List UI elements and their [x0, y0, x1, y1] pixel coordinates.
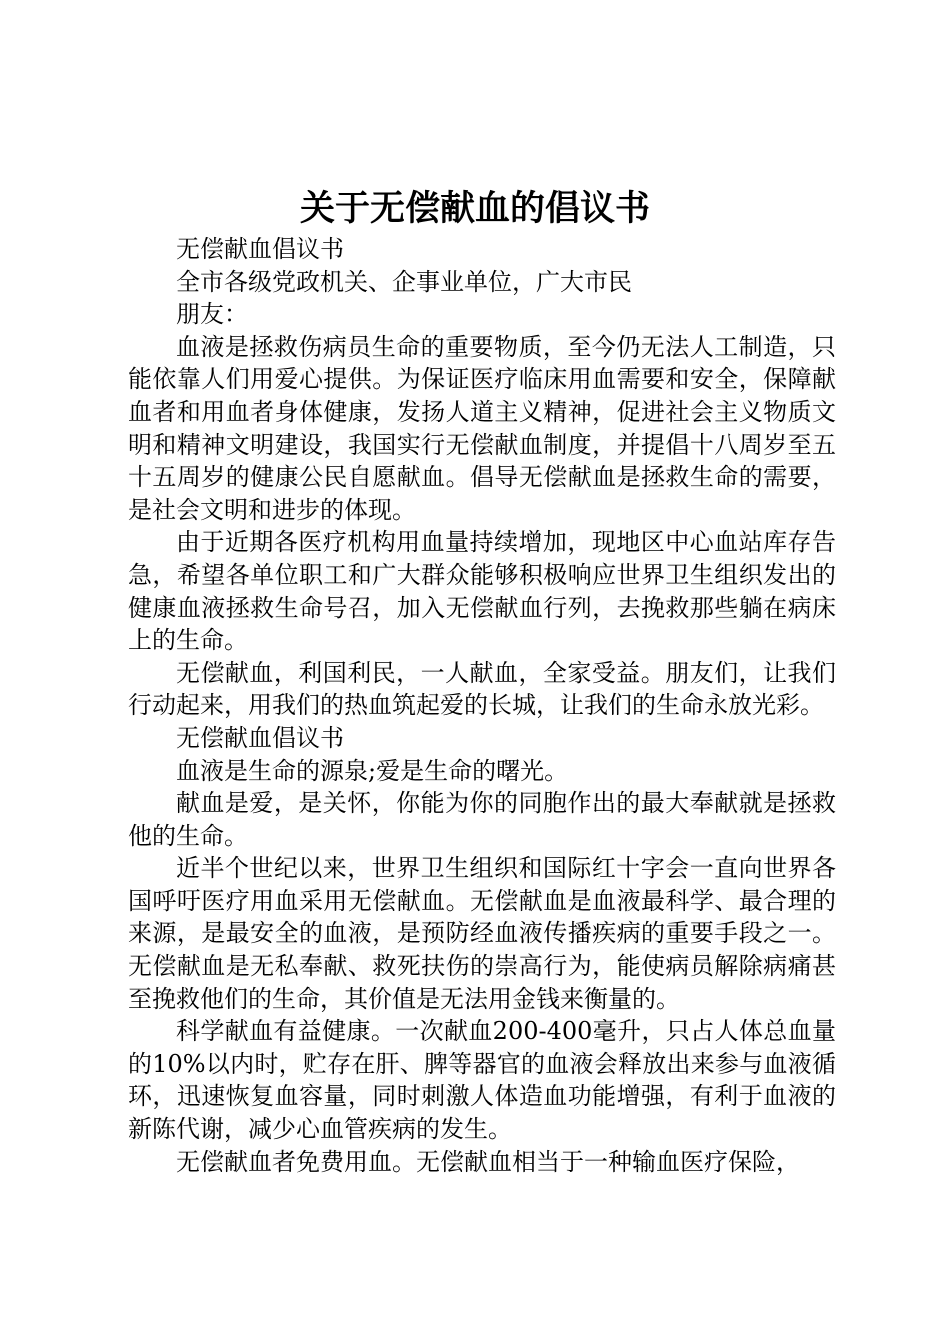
paragraph-salutation-end: 朋友：: [176, 300, 248, 329]
document-body: [128, 233, 836, 1178]
paragraph-subtitle: 无偿献血倡议书: [176, 235, 344, 263]
paragraph: 血液是拯救伤病员生命的重要物质，至今仍无法人工制造，只能依靠人们用爱心提供。为保证医疗临床用血需要和安全，保障献血者和用血者身体健康，发扬人道主义精神，促进社会主义物质文明和精神文明建设，我国实行无偿献血制度，并提倡十八周岁至五十五周岁的健康公民自愿献血。倡导无偿献血是拯救生命的需要，是社会文明和进步的体现。: [128, 332, 836, 524]
paragraph: 无偿献血者免费用血。无偿献血相当于一种输血医疗保险，: [176, 1147, 800, 1176]
paragraph: 献血是爱，是关怀，你能为你的同胞作出的最大奉献就是拯救他的生命。: [128, 789, 836, 850]
paragraph: 近半个世纪以来，世界卫生组织和国际红十字会一直向世界各国呼吁医疗用血采用无偿献血。无偿献血是血液最科学、最合理的来源，是最安全的血液，是预防经血液传播疾病的重要手段之一。无偿献血是无私奉献、救死扶伤的崇高行为，能使病员解除病痛甚至挽救他们的生命，其价值是无法用金钱来衡量的。: [128, 854, 836, 1013]
paragraph: 血液是生命的源泉;爱是生命的曙光。: [176, 756, 569, 785]
paragraph: 无偿献血，利国利民，一人献血，全家受益。朋友们，让我们行动起来，用我们的热血筑起爱的长城，让我们的生命永放光彩。: [128, 658, 836, 720]
paragraph-section-heading: 无偿献血倡议书: [176, 723, 344, 752]
paragraph-salutation: 全市各级党政机关、企事业单位，广大市民: [176, 267, 632, 296]
paragraph: 科学献血有益健康。一次献血200-400毫升，只占人体总血量的10%以内时，贮存在肝、脾等器官的血液会释放出来参与血液循环，迅速恢复血容量，同时刺激人体造血功能增强，有利于血液的新陈代谢，减少心血管疾病的发生。: [128, 1017, 836, 1144]
paragraph: 由于近期各医疗机构用血量持续增加，现地区中心血站库存告急，希望各单位职工和广大群众能够积极响应世界卫生组织发出的健康血液拯救生命号召，加入无偿献血行列，去挽救那些躺在病床上的生命。: [128, 528, 836, 655]
document-title: 关于无偿献血的倡议书: [299, 189, 650, 229]
